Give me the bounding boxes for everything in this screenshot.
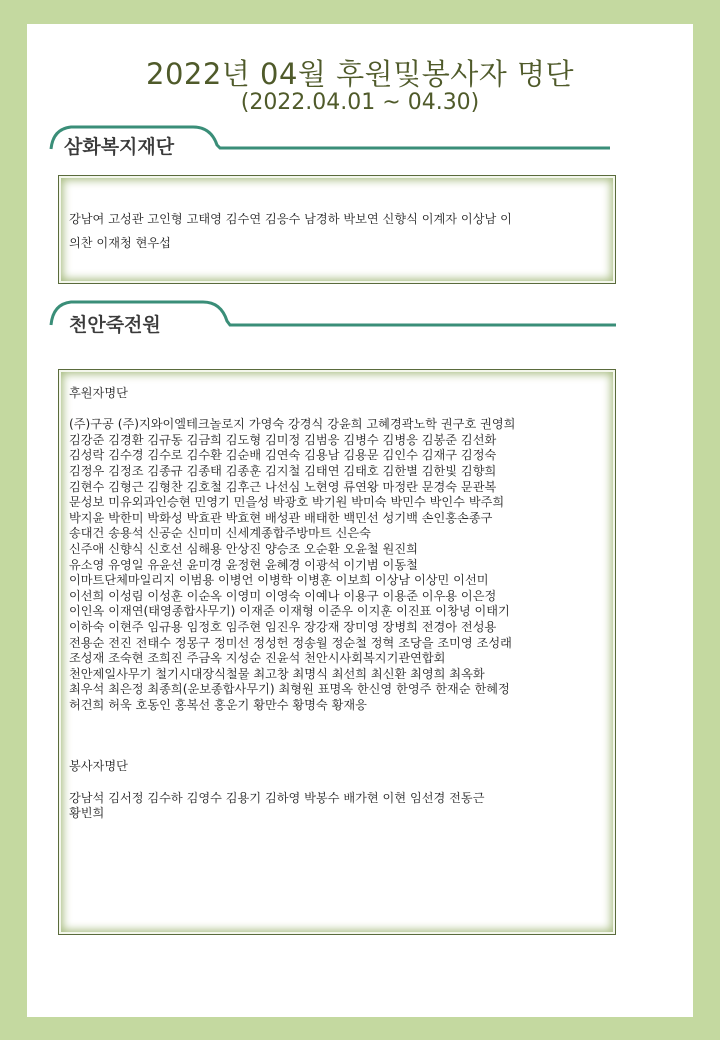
donor-line: 신주애 신향식 신호선 심해용 안상진 양승조 오순환 오윤철 원진희 xyxy=(69,541,418,556)
donor-line: 이하숙 이현주 임규용 임정호 임주현 임진우 장강재 장미영 장병희 전경아 전성용 xyxy=(69,619,497,634)
section-label-samhwa: 삼화복지재단 xyxy=(64,136,175,158)
volunteer-line: 황빈희 xyxy=(69,806,105,821)
samhwa-list-box xyxy=(58,175,616,284)
donor-line: 문성보 미유외과인승현 민영기 민을성 박광호 박기원 박미숙 박민수 박인수 박주희 xyxy=(69,495,505,510)
name-line: 의찬 이재청 현우섭 xyxy=(69,236,171,250)
donor-line: 최우석 최은정 최종희(운보종합사무기) 최형원 표명옥 한신영 한영주 한재순 한혜정 xyxy=(69,682,510,697)
donor-line: (주)구공 (주)지와이엘테크놀로지 가영숙 강경식 강윤희 고혜경곽노학 권구호 권영희 xyxy=(69,417,516,432)
period-subtitle: (2022.04.01 ~ 04.30) xyxy=(240,90,480,115)
section-header-cheonan xyxy=(27,298,693,338)
donor-line: 조성재 조숙현 조희진 주금옥 지성순 진윤석 천안시사회복지기관연합회 xyxy=(69,651,446,666)
volunteer-heading: 봉사자명단 xyxy=(69,759,128,774)
samhwa-names xyxy=(69,207,512,255)
name-line: 강남여 고성관 고인형 고태영 김수연 김응수 남경하 박보연 신향식 이계자 이상남 이 xyxy=(69,212,512,226)
page-title: 2022년 04월 후원및봉사자 명단 xyxy=(146,57,574,91)
donor-line: 전용순 전진 전태수 정몽구 정미선 정성헌 정송월 정순철 정혁 조당을 조미영 조성래 xyxy=(69,635,512,650)
volunteer-line: 강남석 김서정 김수하 김영수 김용기 김하영 박봉수 배가현 이현 임선경 전동근 xyxy=(69,790,485,805)
donor-line: 유소영 유영일 유윤선 윤미경 윤정현 윤혜경 이광석 이기범 이동철 xyxy=(69,557,418,572)
donor-heading: 후원자명단 xyxy=(69,386,128,400)
donor-line: 천안제일사무기 철기시대장식철물 최고창 최명식 최선희 최신환 최영희 최옥화 xyxy=(69,666,485,681)
cheonan-content xyxy=(69,386,515,822)
donor-line: 이마트단체마일리지 이범용 이병언 이병학 이병훈 이보희 이상남 이상민 이선미 xyxy=(69,573,489,588)
donor-line: 허건희 허욱 호동인 홍복선 홍운기 황만수 황명숙 황재응 xyxy=(69,697,367,712)
donor-line: 김정우 김정조 김종규 김종태 김종훈 김지철 김태연 김태호 김한별 김한빛 김향희 xyxy=(69,463,497,478)
donor-line: 이인옥 이재연(태영종합사무기) 이재준 이재형 이준우 이지훈 이진표 이창녕 이태기 xyxy=(69,604,510,619)
section-label-cheonan: 천안죽전원 xyxy=(69,314,161,336)
document-page xyxy=(27,24,693,1017)
donor-line: 김현수 김형근 김형찬 김호철 김후근 나선심 노현영 류연왕 마정란 문경숙 문관복 xyxy=(69,479,497,494)
donor-line: 송대건 송용석 신공순 신미미 신세계종합주방마트 신은숙 xyxy=(69,526,371,541)
section-header-samhwa xyxy=(27,123,693,163)
cheonan-list-box xyxy=(58,369,616,935)
donor-line: 이선희 이성림 이성훈 이순옥 이영미 이영숙 이예나 이용구 이용준 이우용 이은정 xyxy=(69,588,497,603)
donor-line: 김강준 김경환 김규동 김금희 김도형 김미정 김범응 김병수 김병응 김봉준 김선화 xyxy=(69,432,497,447)
donor-line: 박지윤 박한미 박화성 박효관 박효현 배성관 배태한 백민선 성기백 손인홍손종구 xyxy=(69,510,493,525)
donor-line: 김성락 김수경 김수로 김수환 김순배 김연숙 김용남 김용문 김인수 김재구 김정숙 xyxy=(69,448,497,463)
